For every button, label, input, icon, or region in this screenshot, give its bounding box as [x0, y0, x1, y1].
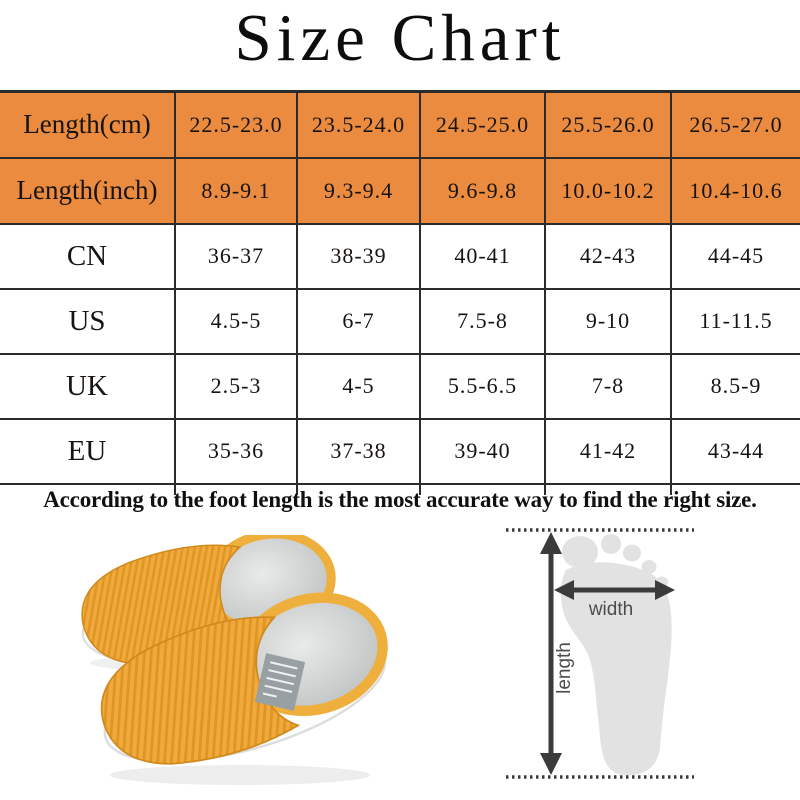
- row-header-cn: CN: [0, 224, 175, 289]
- table-cell: 35-36: [175, 419, 297, 484]
- table-cell: 43-44: [671, 419, 800, 484]
- table-cell: 7.5-8: [420, 289, 545, 354]
- length-label: length: [554, 642, 575, 694]
- table-cell: 23.5-24.0: [297, 92, 420, 158]
- table-row: [0, 158, 800, 224]
- slipper-shadow: [110, 765, 370, 785]
- row-header-length-inch: Length(inch): [0, 158, 175, 224]
- table-cell: 9.3-9.4: [297, 158, 420, 224]
- row-header-length-cm: Length(cm): [0, 92, 175, 158]
- table-cell: 2.5-3: [175, 354, 297, 419]
- table-row: [0, 92, 800, 158]
- table-cell: 39-40: [420, 419, 545, 484]
- width-label: width: [588, 599, 634, 620]
- table-cell: 36-37: [175, 224, 297, 289]
- table-row: [0, 354, 800, 419]
- table-cell: 22.5-23.0: [175, 92, 297, 158]
- table-row: [0, 224, 800, 289]
- table-cell: 8.5-9: [671, 354, 800, 419]
- table-cell: 26.5-27.0: [671, 92, 800, 158]
- table-cell: 44-45: [671, 224, 800, 289]
- row-header-eu: EU: [0, 419, 175, 484]
- table-cell: 4.5-5: [175, 289, 297, 354]
- table-cell: 7-8: [545, 354, 671, 419]
- table-cell: 10.0-10.2: [545, 158, 671, 224]
- table-row: [0, 289, 800, 354]
- table-cell: 10.4-10.6: [671, 158, 800, 224]
- footprint-shape: [561, 534, 672, 775]
- table-cell: 37-38: [297, 419, 420, 484]
- table-cell: 8.9-9.1: [175, 158, 297, 224]
- row-header-uk: UK: [0, 354, 175, 419]
- table-cell: 24.5-25.0: [420, 92, 545, 158]
- page-title: Size Chart: [234, 1, 566, 75]
- table-row: [0, 419, 800, 484]
- size-table: [0, 90, 800, 485]
- note-text: According to the foot length is the most accurate way to find the right size.: [43, 487, 757, 512]
- table-cell: 40-41: [420, 224, 545, 289]
- foot-measure-diagram: [490, 518, 710, 788]
- table-cell: 6-7: [297, 289, 420, 354]
- table-cell: 9-10: [545, 289, 671, 354]
- table-cell: 41-42: [545, 419, 671, 484]
- table-cell: 5.5-6.5: [420, 354, 545, 419]
- table-cell: 38-39: [297, 224, 420, 289]
- table-cell: 11-11.5: [671, 289, 800, 354]
- table-cell: 9.6-9.8: [420, 158, 545, 224]
- table-cell: 25.5-26.0: [545, 92, 671, 158]
- table-cell: 42-43: [545, 224, 671, 289]
- slippers-product-image: [50, 535, 400, 800]
- row-header-us: US: [0, 289, 175, 354]
- table-cell: 4-5: [297, 354, 420, 419]
